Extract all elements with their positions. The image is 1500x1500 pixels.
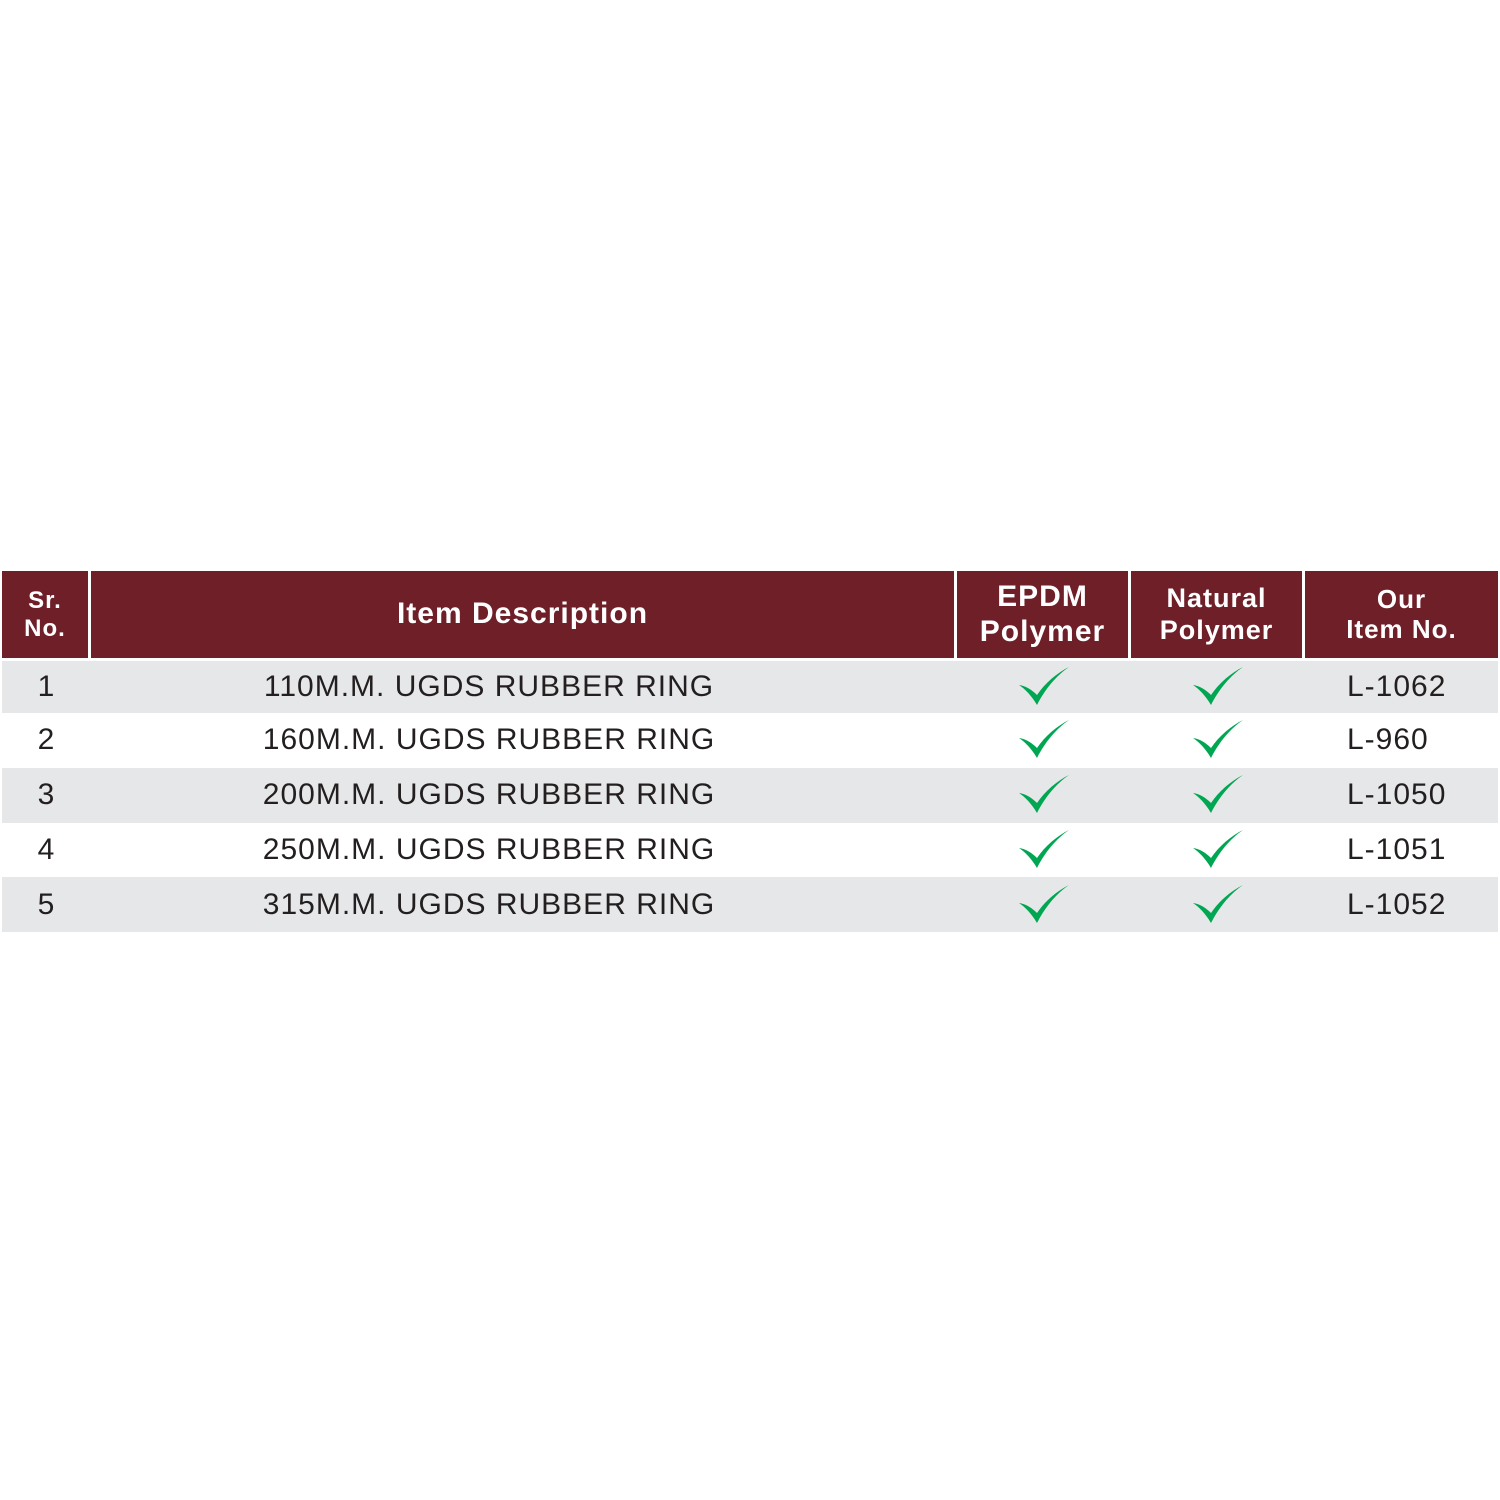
sr-no-cell: 5 [37, 887, 56, 921]
check-icon [957, 877, 1131, 932]
check-icon [1131, 877, 1305, 932]
item-no-cell: L-960 [1347, 723, 1429, 757]
table-row [2, 768, 1498, 823]
table-row [2, 661, 1498, 713]
header-sr-no: Sr. No. [2, 571, 91, 658]
check-icon [1131, 823, 1305, 878]
description-cell: 160M.M. UGDS RUBBER RING [262, 723, 716, 757]
item-no-cell: L-1052 [1347, 887, 1447, 921]
description-cell: 315M.M. UGDS RUBBER RING [262, 887, 716, 921]
sr-no-cell: 3 [37, 778, 56, 812]
description-cell: 250M.M. UGDS RUBBER RING [262, 832, 716, 866]
item-no-cell: L-1062 [1347, 670, 1447, 703]
check-icon [957, 768, 1131, 823]
sr-no-cell: 1 [37, 670, 56, 703]
table-body [2, 661, 1498, 932]
check-icon [1131, 661, 1305, 713]
check-icon [957, 713, 1131, 768]
check-icon [957, 661, 1131, 713]
sr-no-cell: 4 [37, 832, 56, 866]
header-natural-polymer: Natural Polymer [1131, 571, 1305, 658]
description-cell: 200M.M. UGDS RUBBER RING [262, 778, 716, 812]
check-icon [1131, 768, 1305, 823]
product-table [2, 571, 1498, 932]
header-item-description: Item Description [91, 571, 957, 658]
table-row [2, 823, 1498, 878]
description-cell: 110M.M. UGDS RUBBER RING [263, 670, 715, 703]
table-row [2, 713, 1498, 768]
check-icon [957, 823, 1131, 878]
table-header [2, 571, 1498, 658]
header-epdm-polymer: EPDM Polymer [957, 571, 1131, 658]
table-row [2, 877, 1498, 932]
item-no-cell: L-1051 [1347, 832, 1447, 866]
sr-no-cell: 2 [37, 723, 56, 757]
header-our-item-no: Our Item No. [1305, 571, 1498, 658]
item-no-cell: L-1050 [1347, 778, 1447, 812]
check-icon [1131, 713, 1305, 768]
